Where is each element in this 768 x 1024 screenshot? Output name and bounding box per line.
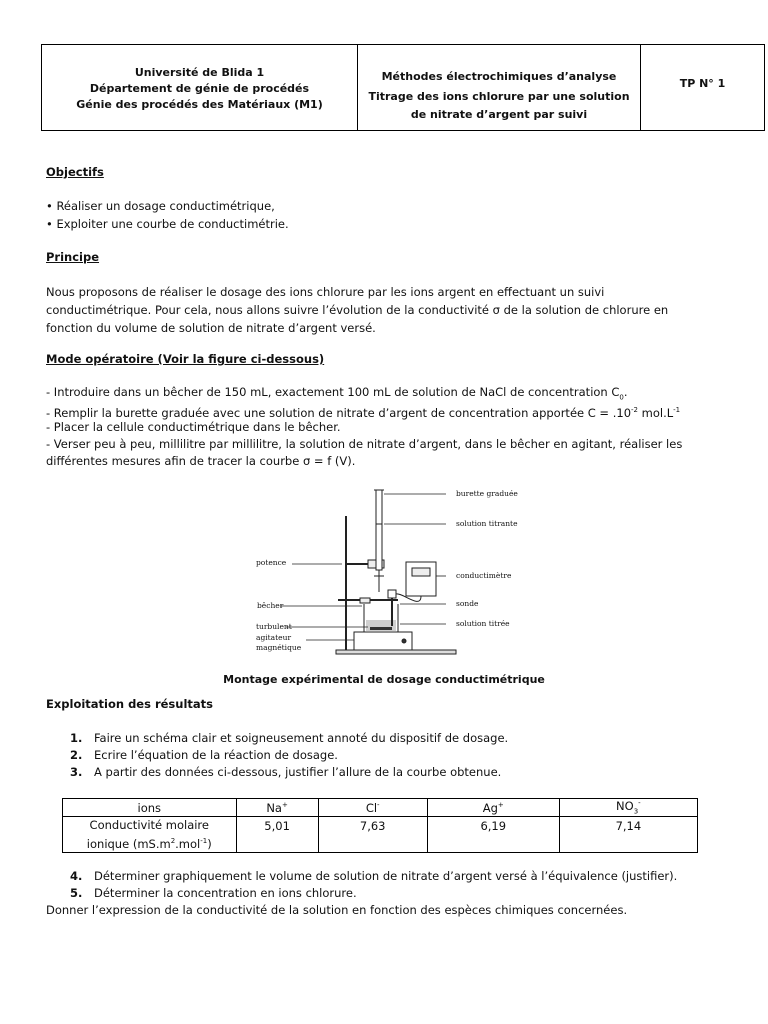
table-row <box>63 817 698 853</box>
header-table <box>41 44 765 131</box>
mode-step-1: - Introduire dans un bêcher de 150 mL, exactement 100 mL de solution de NaCl de concentration $C_0$. <box>46 385 628 402</box>
principe-line: Nous proposons de réaliser le dosage des ions chlorure par les ions argent en effectuant un suivi <box>46 285 605 299</box>
tp-title-cont: de nitrate d’argent par suivi <box>410 108 588 121</box>
mode-step-2: - Remplir la burette graduée avec une solution de nitrate d’argent de concentration apportée $C = .10^{-2}$ $mol.L^{-1}$ <box>46 405 681 420</box>
table-header-cl: Cl- <box>318 799 427 817</box>
label-becher: bêcher <box>257 601 284 610</box>
table-header-ag: Ag+ <box>427 799 559 817</box>
table-cell-ag: 6,19 <box>427 817 559 853</box>
figure-caption: Montage expérimental de dosage conductimétrique <box>223 673 545 686</box>
mode-step-4-cont: différentes mesures afin de tracer la courbe σ = f (V). <box>46 454 356 468</box>
header-institution-cell <box>42 45 358 130</box>
tp-number: TP N° 1 <box>679 77 726 90</box>
table-header-ions: ions <box>63 799 237 817</box>
label-conductimetre: conductimètre <box>456 571 512 580</box>
principe-heading: Principe <box>46 250 100 264</box>
table-cell-no3: 7,14 <box>559 817 697 853</box>
table-cell-cl: 7,63 <box>318 817 427 853</box>
header-tp-cell <box>641 45 764 130</box>
table-header-row <box>63 799 698 817</box>
mode-step-3: - Placer la cellule conductimétrique dans le bêcher. <box>46 420 341 434</box>
objectif-item: • Réaliser un dosage conductimétrique, <box>46 199 275 213</box>
label-solution-titree: solution titrée <box>456 619 510 628</box>
objectif-item: • Exploiter une courbe de conductimétrie. <box>46 217 289 231</box>
program-name: Génie des procédés des Matériaux (M1) <box>76 98 323 111</box>
tp-title: Titrage des ions chlorure par une solution <box>368 90 630 103</box>
table-row-label: Conductivité molaire ionique $(mS.m^2.mol^{-1})$ <box>63 817 237 853</box>
mode-heading: Mode opératoire (Voir la figure ci-dessous) <box>46 352 325 366</box>
label-potence: potence <box>256 558 287 567</box>
exploitation-heading: Exploitation des résultats <box>46 697 214 711</box>
question-item: 3. A partir des données ci-dessous, justifier l’allure de la courbe obtenue. <box>70 765 502 779</box>
mode-step-4: - Verser peu à peu, millilitre par millilitre, la solution de nitrate d’argent, dans le bêcher en agitant, réaliser les <box>46 437 683 451</box>
molar-conductivity-table <box>62 798 698 853</box>
question-item: 1. Faire un schéma clair et soigneusement annoté du dispositif de dosage. <box>70 731 509 745</box>
final-question: Donner l’expression de la conductivité de la solution en fonction des espèces chimiques concernées. <box>46 903 628 917</box>
label-sonde: sonde <box>456 599 479 608</box>
label-agitateur: agitateur <box>256 633 292 642</box>
course-title: Méthodes électrochimiques d’analyse <box>381 70 617 83</box>
header-subject-cell <box>358 45 641 130</box>
table-header-no3: $NO_3^-$ <box>559 799 697 817</box>
label-turbulent: turbulent <box>256 622 292 631</box>
label-burette: burette graduée <box>456 489 518 498</box>
table-header-na: Na+ <box>236 799 318 817</box>
question-item: 5. Déterminer la concentration en ions chlorure. <box>70 886 357 900</box>
principe-line: fonction du volume de solution de nitrate d’argent versé. <box>46 321 376 335</box>
label-solution-titrante: solution titrante <box>456 519 518 528</box>
department-name: Département de génie de procédés <box>89 82 310 95</box>
principe-line: conductimétrique. Pour cela, nous allons suivre l’évolution de la conductivité σ de la solution de chlorure en <box>46 303 669 317</box>
objectifs-heading: Objectifs <box>46 165 104 179</box>
label-magnetique: magnétique <box>256 643 302 652</box>
university-name: Université de Blida 1 <box>134 66 265 79</box>
question-item: 2. Ecrire l’équation de la réaction de dosage. <box>70 748 338 762</box>
table-cell-na: 5,01 <box>236 817 318 853</box>
question-item: 4. Déterminer graphiquement le volume de solution de nitrate d’argent versé à l’équivalence (justifier). <box>70 869 678 883</box>
